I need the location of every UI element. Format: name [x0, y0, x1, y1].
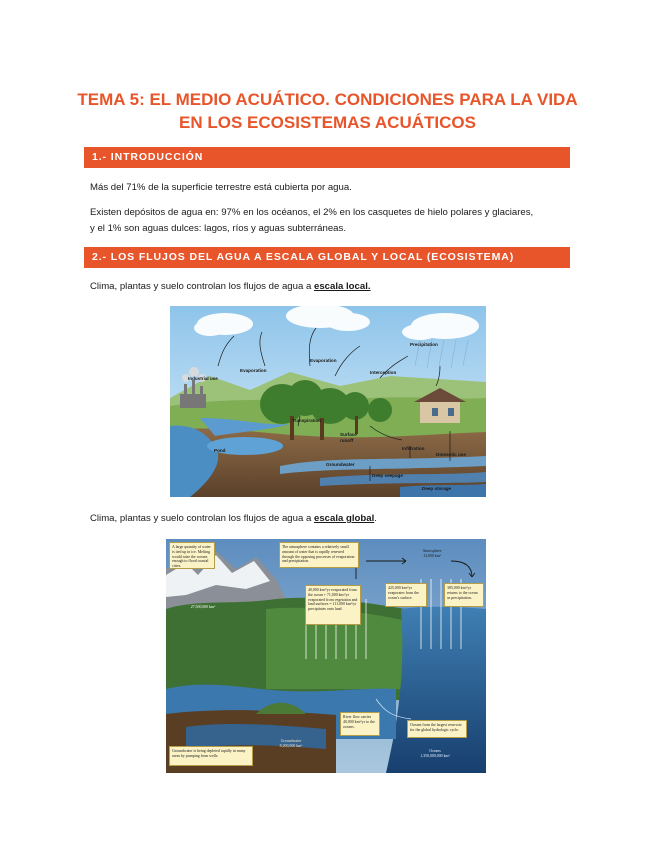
label-pond: Pond [214, 448, 226, 453]
label-deep-storage: Deep storage [422, 486, 452, 491]
local-water-cycle-figure [170, 306, 486, 497]
river-flow-callout: River flow carries 40,000 km³/yr to the oceans. [340, 712, 380, 736]
label-domestic-use: Domestic use [436, 452, 466, 457]
local-scale-link[interactable]: escala local. [313, 281, 371, 292]
local-water-cycle-illustration [170, 306, 486, 497]
ocean-evaporation-callout: 425,000 km³/yr evaporates from the ocean's surface. [385, 583, 427, 607]
ice-callout: A large quantity of water is tied up in ice. Melting would raise the oceans enough to flood coastal cities. [169, 542, 215, 569]
label-evaporation-left: Evaporation [240, 368, 267, 373]
atmosphere-label-text: Atmosphere [422, 549, 442, 553]
title-line-2: EN LOS ECOSISTEMAS ACUÁTICOS [179, 113, 476, 132]
label-transpiration: Transpiration [292, 418, 322, 423]
label-interception: Interception [370, 370, 397, 375]
label-precipitation: Precipitation [410, 342, 438, 347]
atmosphere-amount: 13,000 km³ [423, 554, 441, 558]
global-scale-text: Clima, plantas y suelo controlan los flujos de agua a [90, 513, 314, 524]
section-1-heading: 1.- INTRODUCCIÓN [84, 147, 570, 168]
oceans-callout: Oceans form the largest reservoir for the global hydrologic cycle. [407, 720, 467, 738]
intro-paragraph-2-line-2: y el 1% son aguas dulces: lagos, ríos y aguas subterráneas. [90, 223, 346, 234]
title-line-1: TEMA 5: EL MEDIO ACUÁTICO. CONDICIONES PARA LA VIDA [77, 90, 578, 109]
atmosphere-label [406, 549, 458, 559]
ocean-precipitation-callout: 385,000 km³/yr returns to the ocean as precipitation. [444, 583, 484, 607]
oceans-label [404, 749, 466, 759]
groundwater-label [266, 739, 316, 749]
oceans-amount: 1,350,000,000 km³ [420, 754, 450, 758]
section-2-heading: 2.- LOS FLUJOS DEL AGUA A ESCALA GLOBAL Y LOCAL (ECOSISTEMA) [84, 247, 570, 268]
local-scale-text: Clima, plantas y suelo controlan los flujos de agua a [90, 281, 314, 292]
groundwater-amount: 8,200,000 km³ [279, 744, 303, 748]
page-title [60, 88, 595, 134]
label-surface-runoff-1: Surface [340, 432, 357, 437]
global-water-cycle-figure [166, 539, 486, 773]
label-industrial-use: Industrial use [188, 376, 218, 381]
label-groundwater: Groundwater [326, 462, 355, 467]
intro-paragraph-1: Más del 71% de la superficie terrestre está cubierta por agua. [90, 182, 352, 193]
intro-paragraph-2 [90, 205, 570, 237]
label-deep-seepage: Deep seepage [372, 473, 403, 478]
global-scale-link[interactable]: escala global [313, 513, 375, 524]
label-surface-runoff-2: runoff [340, 438, 354, 443]
land-flux-callout: 40,000 km³/yr evaporated from the ocean + 71,000 km³/yr evaporated from vegetation and land surfaces = 111,000 km³/yr precipitates onto land. [305, 585, 361, 625]
global-scale-paragraph [90, 511, 570, 527]
global-scale-suffix: . [374, 513, 377, 524]
ice-amount: 27,500,000 km³ [190, 605, 216, 609]
label-evaporation-center: Evaporation [310, 358, 337, 363]
groundwater-label-text: Groundwater [280, 739, 302, 743]
intro-paragraph-2-line-1: Existen depósitos de agua en: 97% en los océanos, el 2% en los casquetes de hielo polares y glaciares, [90, 207, 534, 218]
groundwater-callout: Groundwater is being depleted rapidly in many areas by pumping from wells. [169, 746, 253, 766]
label-infiltration: Infiltration [402, 446, 425, 451]
oceans-label-text: Oceans [429, 749, 441, 753]
atmosphere-callout: The atmosphere contains a relatively small amount of water that is rapidly renewed through the opposing processes of evaporation and precipitation. [279, 542, 359, 568]
local-scale-paragraph [90, 279, 570, 295]
